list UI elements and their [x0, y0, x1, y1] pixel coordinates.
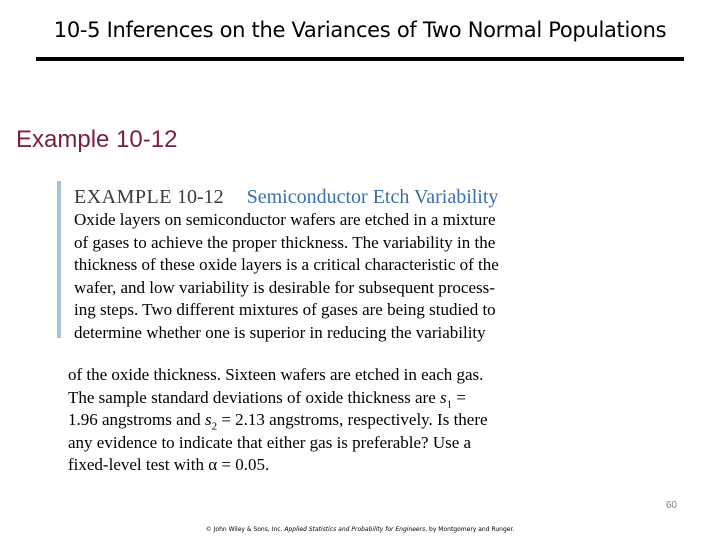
s2-symbol: s — [204, 410, 212, 429]
s1-symbol: s — [440, 387, 447, 407]
example-number: 10-12 — [176, 186, 224, 208]
paragraph-text: = 2.13 angstroms, respectively. Is there — [217, 410, 488, 429]
copyright-footer — [0, 526, 720, 533]
paragraph-line: Oxide layers on semiconductor wafers are etched in a mixture — [74, 210, 496, 229]
s1-subscript: 1 — [446, 397, 453, 410]
footer-prefix: © John Wiley & Sons, Inc. — [205, 526, 285, 533]
paragraph-line — [68, 409, 488, 432]
paragraph-line — [68, 454, 488, 477]
example-paragraph-part2 — [68, 364, 488, 477]
example-topic: Semiconductor Etch Variability — [246, 186, 499, 208]
paragraph-text: = 0.05. — [217, 455, 270, 474]
paragraph-line: any evidence to indicate that either gas is preferable? Use a — [68, 432, 472, 452]
paragraph-line: wafer, and low variability is desirable for subsequent process- — [74, 277, 495, 297]
footer-suffix: , by Montgomery and Runger. — [425, 526, 515, 533]
page-number: 60 — [665, 500, 677, 511]
paragraph-line: of the oxide thickness. Sixteen wafers are etched in each gas. — [68, 365, 484, 384]
footer-book-title: Applied Statistics and Probability for Engineers — [284, 526, 426, 533]
slide-title: 10-5 Inferences on the Variances of Two Normal Populations — [53, 18, 667, 42]
s2-subscript: 2 — [211, 420, 218, 433]
example-sidebar-bar — [57, 181, 61, 338]
paragraph-line — [68, 387, 488, 410]
paragraph-line: thickness of these oxide layers is a critical characteristic of the — [74, 255, 499, 274]
example-heading — [74, 186, 498, 209]
paragraph-text: 1.96 angstroms and — [68, 410, 205, 429]
paragraph-line: ing steps. Two different mixtures of gases are being studied to — [74, 300, 496, 319]
paragraph-line: of gases to achieve the proper thickness. The variability in the — [74, 232, 496, 252]
paragraph-text: fixed-level test with — [68, 455, 209, 474]
alpha-symbol: α — [208, 455, 218, 474]
paragraph-text: The sample standard deviations of oxide thickness are — [68, 387, 440, 407]
title-divider — [36, 57, 684, 61]
paragraph-text: = — [452, 387, 466, 407]
paragraph-line: determine whether one is superior in reducing the variability — [74, 322, 486, 342]
example-paragraph-part1 — [74, 209, 499, 344]
example-subtitle: Example 10-12 — [16, 126, 178, 153]
example-label: EXAMPLE — [74, 186, 172, 208]
